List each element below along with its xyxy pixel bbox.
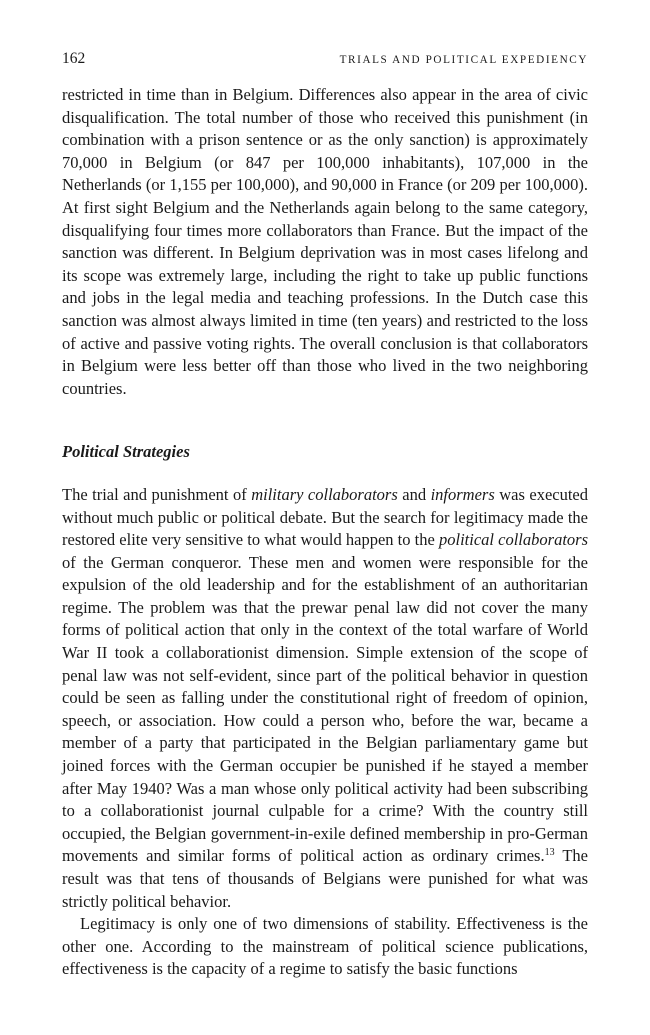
emphasis-informers: informers	[430, 484, 495, 504]
paragraph-text: and	[397, 484, 431, 504]
emphasis-political-collaborators: political collaborators	[439, 530, 588, 550]
running-head	[62, 50, 588, 72]
book-page	[62, 50, 588, 981]
emphasis-military-collaborators: military collaborators	[251, 484, 398, 504]
paragraph-text: of the German conqueror. These men and women were responsible for the expulsion of the old leadership and for the establishment of an authoritarian regime. The problem was that the prewar penal law did not cover the many forms of political action that only in the context of the total warfare of World War II took a collaborationist dimension. Simple extension of the scope of penal law was not self-evident, since part of the political behavior in question could be seen as falling under the constitutional right of freedom of opinion, speech, or association. How could a person who, before the war, became a member of a party that participated in the Belgian parliamentary game but joined forces with the German occupier be punished if he stayed a member after May 1940? Was a man whose only political activity had been subscribing to a collaborationist journal culpable for a crime? With the country still occupied, the Belgian government-in-exile defined membership in pro-German movements and similar forms of political action as ordinary crimes.	[62, 552, 588, 866]
section-heading: Political Strategies	[62, 442, 190, 462]
footnote-marker: 13	[544, 847, 555, 859]
running-title: TRIALS AND POLITICAL EXPEDIENCY	[339, 54, 588, 66]
body-paragraph-3: Legitimacy is only one of two dimensions of stability. Effectiveness is the other one. According to the mainstream of political science publications, effectiveness is the capacity of a regime to satisfy the basic functions	[62, 914, 588, 979]
paragraph-text: was executed without much public or political debate. But the search for legitimacy made the restored elite very sensitive to what would happen to the	[62, 484, 589, 550]
paragraph-text: The trial and punishment of	[62, 484, 252, 504]
paragraph-text: The result was that tens of thousands of Belgians were punished for what was strictly political behavior.	[62, 846, 589, 911]
page-number: 162	[62, 50, 86, 67]
body-paragraph-1: restricted in time than in Belgium. Differences also appear in the area of civic disqualification. The total number of those who received this punishment (in combination with a prison sentence or as the only sanction) is approximately 70,000 in Belgium (or 847 per 100,000 inhabitants), 107,000 in the Netherlands (or 1,155 per 100,000), and 90,000 in France (or 209 per 100,000). At first sight Belgium and the Netherlands again belong to the same category, disqualifying four times more collaborators than France. But the impact of the sanction was different. In Belgium deprivation was in most cases lifelong and its scope was extremely large, including the right to take up public functions and jobs in the legal media and teaching professions. In the Dutch case this sanction was almost always limited in time (ten years) and restricted to the loss of active and passive voting rights. The overall conclusion is that collaborators in Belgium were less better off than those who lived in the two neighboring countries.	[62, 85, 588, 398]
body-paragraph-2	[62, 484, 588, 913]
